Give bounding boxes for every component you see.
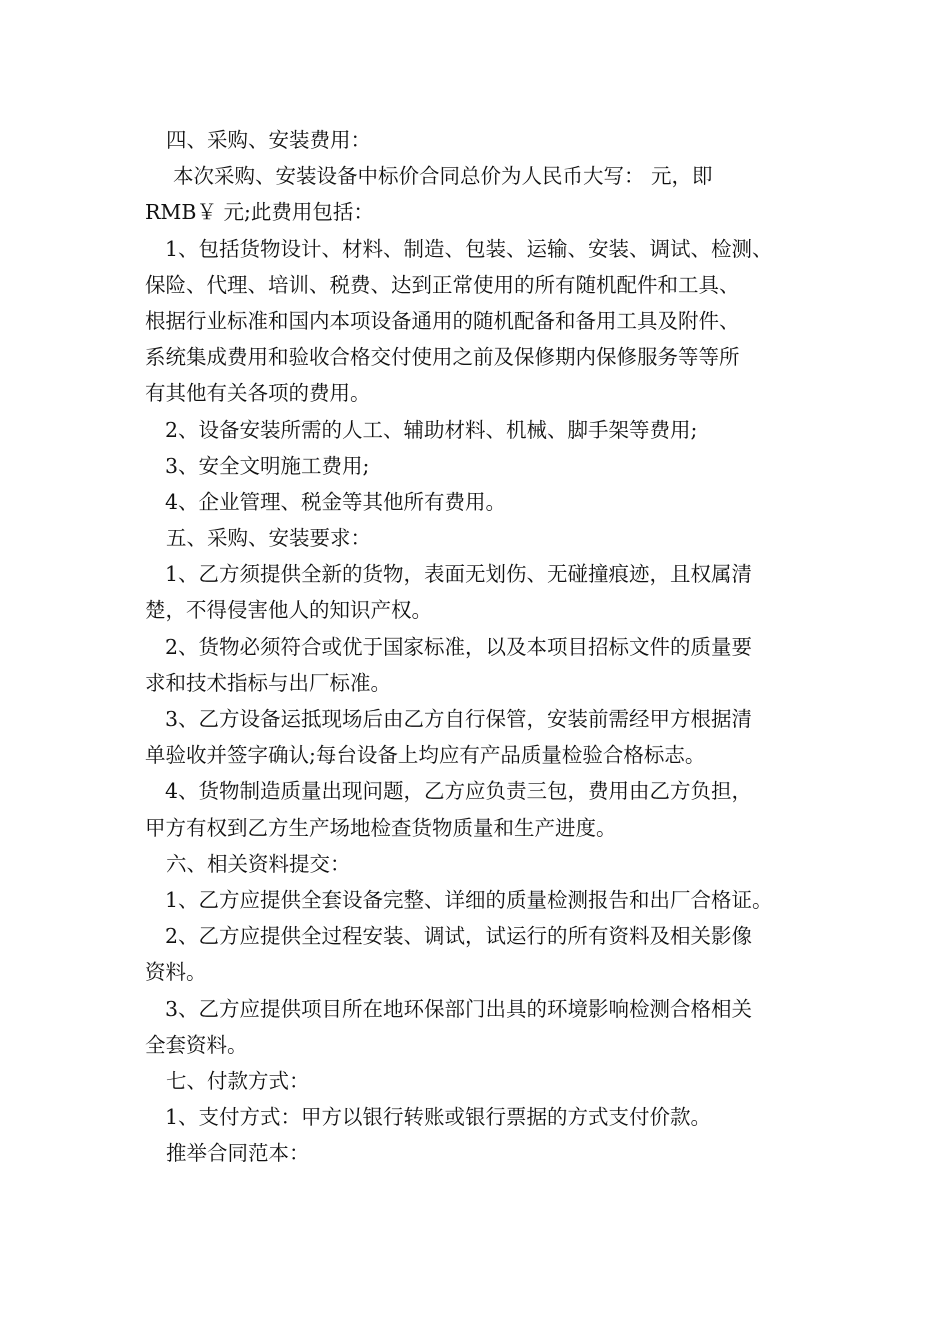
list-item-line: 3、乙方应提供项目所在地环保部门出具的环境影响检测合格相关 bbox=[165, 996, 753, 1021]
closing-line: 推举合同范本： bbox=[166, 1141, 310, 1166]
list-item-line: 2、货物必须符合或优于国家标准，以及本项目招标文件的质量要 bbox=[165, 634, 753, 659]
section-heading-4: 四、采购、安装费用： bbox=[166, 128, 371, 152]
list-item-line: 1、乙方须提供全新的货物，表面无划伤、无碰撞痕迹，且权属清 bbox=[165, 562, 753, 587]
paragraph-line: 全套资料。 bbox=[145, 1032, 248, 1057]
list-item-line: 2、乙方应提供全过程安装、调试，试运行的所有资料及相关影像 bbox=[165, 924, 753, 949]
paragraph-line: 保险、代理、培训、税费、达到正常使用的所有随机配件和工具、 bbox=[145, 272, 740, 297]
list-item-line: 4、企业管理、税金等其他所有费用。 bbox=[165, 489, 507, 514]
paragraph-line: RMB￥ 元;此费用包括： bbox=[145, 200, 374, 225]
paragraph-line: 根据行业标准和国内本项设备通用的随机配备和备用工具及附件、 bbox=[145, 308, 740, 333]
section-heading-6: 六、相关资料提交： bbox=[166, 851, 351, 876]
paragraph-line: 本次采购、安装设备中标价合同总价为人民币大写： 元，即 bbox=[173, 164, 713, 189]
list-item-line: 1、包括货物设计、材料、制造、包装、运输、安装、调试、检测、 bbox=[165, 236, 773, 261]
paragraph-line: 求和技术指标与出厂标准。 bbox=[145, 670, 391, 695]
paragraph-line: 单验收并签字确认;每台设备上均应有产品质量检验合格标志。 bbox=[145, 743, 706, 768]
list-item-line: 4、货物制造质量出现问题，乙方应负责三包，费用由乙方负担， bbox=[165, 779, 753, 804]
list-item-line: 1、乙方应提供全套设备完整、详细的质量检测报告和出厂合格证。 bbox=[165, 887, 773, 912]
paragraph-line: 系统集成费用和验收合格交付使用之前及保修期内保修服务等等所 bbox=[145, 345, 740, 370]
paragraph-line: 甲方有权到乙方生产场地检查货物质量和生产进度。 bbox=[145, 815, 617, 840]
paragraph-line: 楚，不得侵害他人的知识产权。 bbox=[145, 598, 432, 623]
list-item-line: 3、安全文明施工费用; bbox=[165, 453, 370, 478]
list-item-line: 3、乙方设备运抵现场后由乙方自行保管，安装前需经甲方根据清 bbox=[165, 707, 753, 731]
list-item-line: 1、支付方式：甲方以银行转账或银行票据的方式支付价款。 bbox=[165, 1105, 712, 1130]
section-heading-7: 七、付款方式： bbox=[166, 1068, 310, 1093]
paragraph-line: 有其他有关各项的费用。 bbox=[145, 381, 371, 406]
paragraph-line: 资料。 bbox=[145, 960, 207, 985]
section-heading-5: 五、采购、安装要求： bbox=[166, 526, 371, 551]
list-item-line: 2、设备安装所需的人工、辅助材料、机械、脚手架等费用; bbox=[165, 417, 698, 442]
document-body bbox=[145, 122, 825, 1171]
